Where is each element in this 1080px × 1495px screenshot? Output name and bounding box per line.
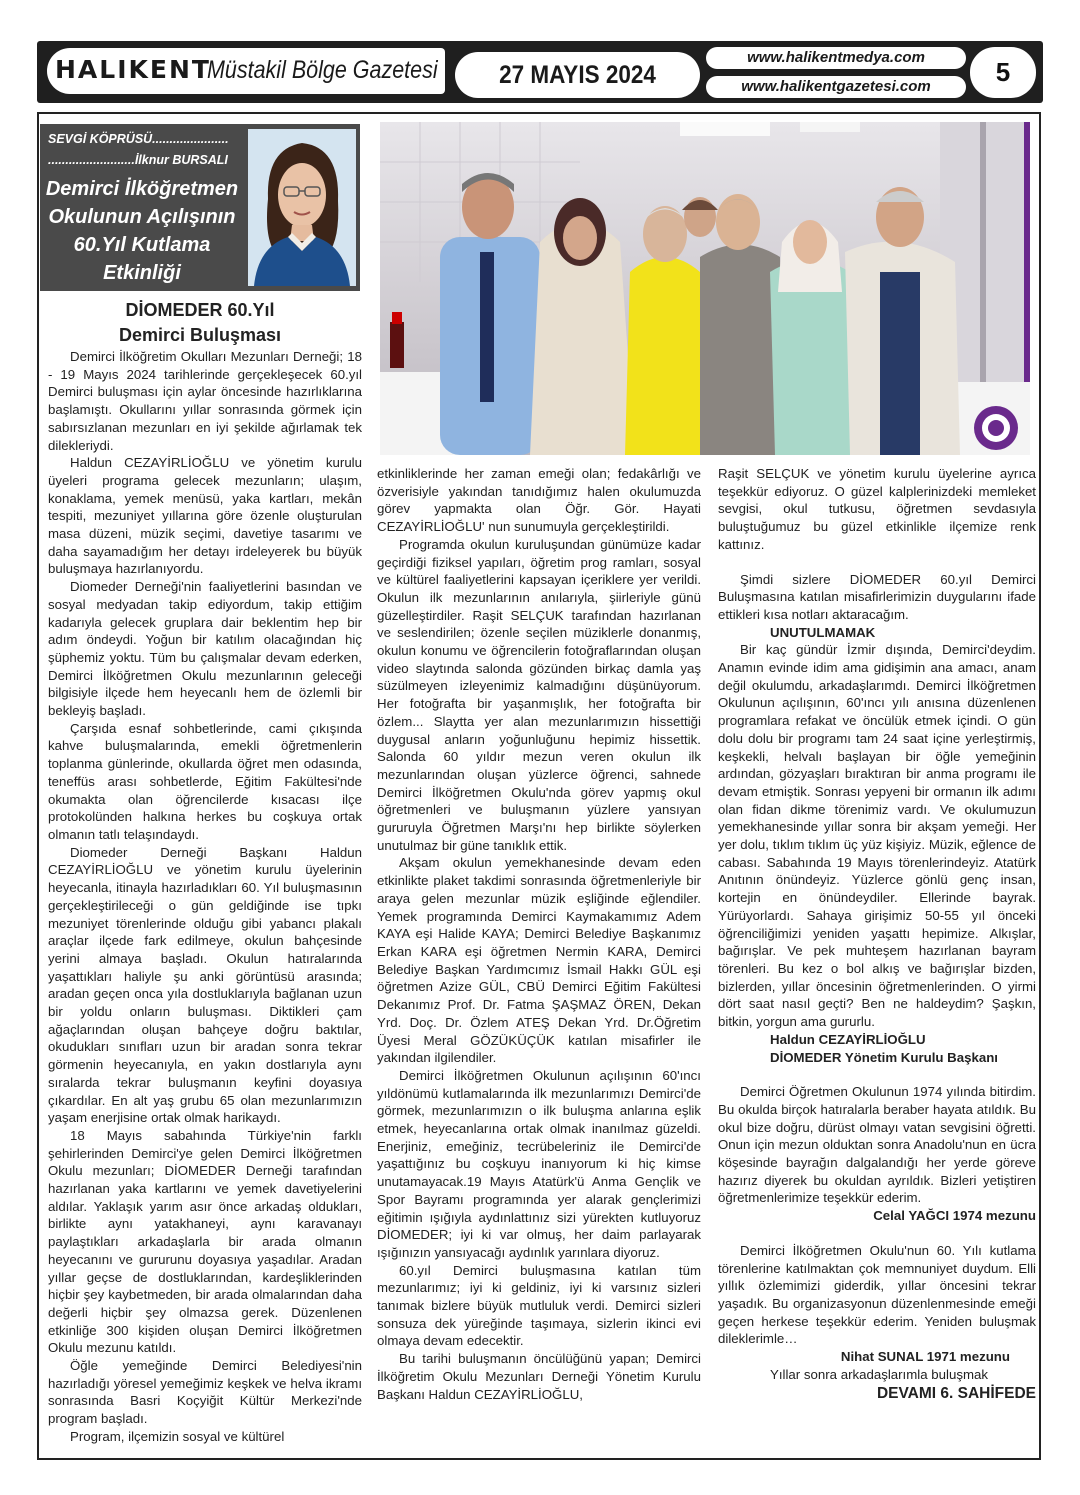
subheading: UNUTULMAMAK [770,624,876,640]
paragraph: Diomeder Derneği Başkanı Haldun CEZAYİRLİOĞLU ve yönetim kurulu üyelerinin heyecanla, itinayla hazırladıkları 60. Yıl buluşmasının gerçekleştirileceği o gün geldiğinde ise tıpkı mezuniyet törenlerinde olduğu gibi yabancı plakalı araçlar ilçede fark edilmeye, okulun bahçesinde yerini almaya başladı. Okulun hatıralarında yaşattıkları haliyle şu anki görüntüsü arasında; aradan geçen onca yıla dostluklarıyla bağlanan uzun bir yoldu onların buluşması. Diktikleri çam ağaçlarından oluşan bahçeye doğru baktılar, okudukları sınıfları uzun bir aradan sonra tekrar görmenin heyecanıyla, en yakın dostlarıyla aynı sıralarda tekrar buluşmanın keyfini doyasıya çıkardılar. En alt yaş grubu 65 olan mezunlarımızın yaşam enerjisine ortak olmak harikaydı. [48,844,362,1126]
paragraph: 60.yıl Demirci buluşmasına katılan tüm mezunlarımız; iyi ki geldiniz, iyi ki varsınız sizleri tanımak bizlere büyük mutluluk verdi. Demirci sizleri sonsuza dek yüreğinde taşımaya, sizlerin ikinci evi olmaya devam edecektir. [377,1262,701,1349]
author-box [40,124,360,291]
spacer [718,1066,1036,1083]
signature: Nihat SUNAL 1971 mezunu [840,1349,1010,1365]
paragraph: Yıllar sonra arkadaşlarımla buluşmak [770,1366,988,1382]
paragraph: Programda okulun kuruluşundan günümüze kadar geçirdiği fiziksel yapıları, öğretim prog ramları, sosyal ve kültürel faaliyetlerini kapsayan içeriklere yer verildi. Okulun ilk mezunlarının anılarıyla, şiirleriyle günü güzelleştirdiler. Raşit SELÇUK tarafından hazırlanan ve seslendirilen; özenle seçilen müziklerle donanmış, okulun konumu ve öğrencilerin fotoğraflarından oluşan video slaytında salonda gözünden birkaç damla yaş süzülmeyen izleyenimiz kalmadığını düşünüyorum. Her fotoğrafta bir yaşanmışlık, her fotoğrafta bir özlem... Slaytta yer alan mezunlarımızın hissettiği duygusal anların yoğunluğunu hepimiz hissettik. Salonda 60 yıldır mezun veren okulun ilk mezunlarından oluşan yüzlerce öğrenci, sahnede Demirci İlköğretmen Okulu'nda görev yapmış okul öğretmenleri ve buluşmanın yüzlere yansıyan gururuyla Öğretmen Marşı'nı hep birlikte söylerken unutulmaz bir güne tanıklık ettik. [377,536,701,853]
article-subheadline: Demirci Buluşması [118,325,282,345]
page-number: 5 [995,57,1011,87]
paragraph: Demirci İlköğretmen Okulu'nun 60. Yılı kutlama törenlerine katılmaktan çok memnuniyet duydum. Elli yıllık özlemimizi giderdik, yıllar öncesini tekrar yaşadık. Bu organizasyonun düzenlenmesinde emeği geçen herkese teşekkür ederim. Yeniden buluşmak dileklerimle… [718,1242,1036,1347]
page-number-box [970,47,1036,98]
signature-name: Haldun CEZAYİRLİOĞLU [770,1031,926,1047]
paragraph: Bu tarihi buluşmanın öncülüğünü yapan; Demirci İlköğretim Okulu Mezunları Derneği Yönetim Kurulu Başkanı Haldun CEZAYİRLİOĞLU, [377,1351,701,1402]
column-title [40,175,244,287]
signature: Celal YAĞCI 1974 mezunu [873,1208,1036,1224]
paragraph: Demirci İlköğretim Okulları Mezunları Derneği; 18 - 19 Mayıs 2024 tarihlerinde gerçekleşecek 60.yıl Demirci buluşması için aylar öncesinde hazırlıklarına başlamıştı. Okullarını yıllar sonrasında görmek için sabırsızlanan mezunları en iyi şekilde ağırlamak tek dilekleriydi. [48,349,362,453]
column-name: SEVGİ KÖPRÜSÜ...................... [48,132,229,146]
paragraph: Demirci İlköğretmen Okulunun açılışının 60'ıncı yıldönümü kutlamalarında ilk mezunlarımızı Demirci'de görmek, mezunlarımızın o ilk buluşma anlarına eşlik etmek, heyecanlarına ortak olmak inanılmaz güzeldi. Enerjiniz, emeğiniz, tecrübeleriniz ile Demirci'de yaşattığınız bu coşkuyu inanıyorum ki hiç kimse unutamayacak.19 Mayıs Atatürk'ü Anma Gençlik ve Spor Bayramı programında yer alarak gençlerimizi eğitimin ışığıyla aydınlattınız sizi yürekten kutluyoruz DİOMEDER; iyi ki var olmuş, her daim parlayarak ışığınızın yansıyacağı aydınlık yarınlara diyoruz. [377,1067,701,1260]
paragraph: Diomeder Derneği'nin faaliyetlerini basından ve sosyal medyadan takip ediyordum, takip ettiğim kadarıyla gelecek gruplara dair beklentim hep bir adım öndeydi. Yoğun bir katılım olacağından hiç şüphemiz yoktu. Tüm bu çalışmalar devam ederken, Demirci İlköğretmen Okulu mezunlarının geleceği bilgisiyle ilçede hem heyecanlı hem de özlemli bir bekleyiş başladı. [48,579,362,719]
author-portrait [248,129,356,286]
paragraph: Şimdi sizlere DİOMEDER 60.yıl Demirci Buluşmasına katılan misafirlerimizin duygularını ifade ettikleri kısa notları aktaracağım. [718,571,1036,622]
paragraph: Program, ilçemizin sosyal ve kültürel [70,1428,285,1444]
paragraph: Demirci Öğretmen Okulunun 1974 yılında bitirdim. Bu okulda birçok hatıralarla beraber hayata atıldık. Bu okul bize doğru, dürüst olmayı vatan sevgisini öğretti. Onun için mezun olduktan sonra Anadolu'nun en ücra köşesinde bayrağın dalgalandığı her yerde göreve hazırız diyerek bu okuldan ayrıldık. Bizleri yetiştiren öğretmenlerimize teşekkür ederim. [718,1084,1036,1206]
website-link-1[interactable]: www.halikentmedya.com [706,47,966,69]
paragraph: etkinliklerinde her zaman emeği olan; fedakârlığı ve özverisiyle yakından tanıdığımız halen okulumuzda görev yapmakta olan Öğr. Gör. Hayati CEZAYİRLİOĞLU' nun sunumuyla gerçekleştirildi. [377,466,701,535]
masthead-brand [47,48,445,94]
paragraph: Raşit SELÇUK ve yönetim kurulu üyelerine ayrıca teşekkür ediyoruz. O güzel kalplerinizdeki memleket sevgisi, okul tutkusu, öğretmen sevdasıyla buluştuğumuz bu güzel etkinlikle ilçemize renk kattınız. [718,466,1036,552]
newspaper-name: HALIKENT [55,55,211,84]
signature-title: DİOMEDER Yönetim Kurulu Başkanı [770,1049,998,1065]
paragraph: Akşam okulun yemekhanesinde devam eden etkinlikte plaket takdimi sonrasında öğretmenleriyle bir araya gelen mezunlar müzik eşliğinde eğlendiler. Yemek programında Demirci Kaymakamımız Adem KAYA eşi Halide KAYA; Demirci Belediye Başkanımız Erkan KARA eşi öğretmen Nermin KARA, Demirci Belediye Başkan Yardımcımız İsmail Hakkı GÜL eşi öğretmen Azize GÜL, CBÜ Demirci Eğitim Fakültesi Dekanımız Prof. Dr. Fatma ŞAŞMAZ ÖREN, Dekan Yrd. Doç. Dr. Özlem ATEŞ Dekan Yrd. Dr.Öğretim Üyesi Meral GÖZÜKÜÇÜK katılan misafirler ile yakından ilgilendiler. [377,855,701,1066]
spacer [718,1225,1036,1242]
article-column-3 [718,465,1036,1403]
paragraph: Bir kaç gündür İzmir dışında, Demirci'deydim. Anamın evinde idim ama gidişimin ana amacı, anam değil okulumdu, arkadaşlarımdı. Demirci İlköğretmen Okulunun açılışının, 60'ıncı yılı anısına düzenlenen programlara refakat ve öncülük etmek içindi. O gün dolu dolu bir programı tam 24 saat içine yerleştirmiş, keşkekli, helvalı başlayan bir öğle yemeğinin ardından, gözyaşları bıraktıran bir anma programı ile devam etmiştik. Sonrası yepyeni bir ormanın ilk adımı olan fidan dikme törenimiz vardı. Ve okulumuzun yemekhanesinde yıllar sonra bir akşam yemeği. Her yer dolu, tıklım tıklım üç yüz kişiyiz. Müzik, eğlence de cabası. Sabahında 19 Mayıs törenlerindeyiz. Atatürk Anıtının önündeyiz. Yüzlerce gönlü genç insan, kortejin en önündeydiler. Ellerinde bayrak. Yürüyorlardı. Sahaya girişimiz 50-55 yıl önceki öğrenciliğimizi yeniden yaşattı hepimize. Alkışlar, bağırışlar. Ve pek muhteşem hazırlanan bayram törenleri. Bu kez o bol alkış ve bağırışlar bizden, bizlerden, yıllar öncesinin öğretmenlerinden. O yirmi dört saat nasıl geçti? Ben ne haldeydim? Şaşkın, bitkin, yorgun ama gururlu. [718,642,1036,1030]
article-headline: DİOMEDER 60.Yıl [125,300,275,320]
website-link-2[interactable]: www.halikentgazetesi.com [706,76,966,98]
spacer [718,554,1036,571]
author-name: .........................İlknur BURSALI [48,153,228,167]
date-box [455,52,700,98]
paragraph: Çarşıda esnaf sohbetlerinde, cami çıkışında kahve buluşmalarında, emekli öğretmenlerin toplanma günlerinde, okullarda öğret men odasında, teneffüs arası sohbetlerde, Eğitim Fakültesi'nde okumakta olan öğrencilerde kısacası ilçe protokolünden halkına herkes bu coşkuya ortak olmanın tatlı telaşındaydı. [48,720,362,842]
column-title-line: Demirci İlköğretmen [45,178,239,200]
paragraph: Öğle yemeğinde Demirci Belediyesi'nin hazırladığı yöresel yemeğimiz keşkek ve helva ikramı sonrasında Basri Koçyiğit Kültür Merkezi'nde program başladı. [48,1358,362,1427]
article-column-1 [48,348,362,1446]
column-title-line: Okulunun Açılışının [48,206,236,228]
group-photo [380,122,1030,455]
article-column-2 [377,465,701,1403]
paragraph: 18 Mayıs sabahında Türkiye'nin farklı şehirlerinden Demirci'ye gelen Demirci İlköğretmen Okulu mezunları; DİOMEDER Derneği tarafından hazırlanan yaka kartlarını ve yemek davetiyelerini aldılar. Yaklaşık yarım asır önce arkadaş oldukları, birlikte aynı yatakhaneyi, aynı karavanayı paylaştıkları arkadaşlarla bir arada olmanın heyecanını ve gururunu doyasıya yaşadılar. Aradan yıllar geçse de dostluklarından, kardeşliklerinden hiçbir şey kaybetmeden, bir arada olmalarından daha değerli hiçbir şey olmazsa gerek. Düzenlenen etkinliğe 300 kişiden oluşan Demirci İlköğretmen Okulu mezunu katıldı. [48,1127,362,1356]
continued-note[interactable]: DEVAMI 6. SAHİFEDE [876,1385,1036,1403]
paragraph: Haldun CEZAYİRLİOĞLU ve yönetim kurulu üyeleri programa gelecek mezunların; ulaşım, konaklama, yemek menüsü, yaka kartları, mekân tespiti, mezuniyet yıllarına göre özenle oluşturulan masa düzeni, müzik seçimi, davetiye tasarımı ve daha sayamadığım her detayı irdeleyerek bu büyük buluşmaya hazırlanıyordu. [48,455,362,577]
issue-date: 27 MAYIS 2024 [499,61,656,89]
column-title-line: Etkinliği [103,262,181,284]
newspaper-subtitle: Müstakil Bölge Gazetesi [207,56,438,84]
column-title-line: 60.Yıl Kutlama [73,234,211,256]
